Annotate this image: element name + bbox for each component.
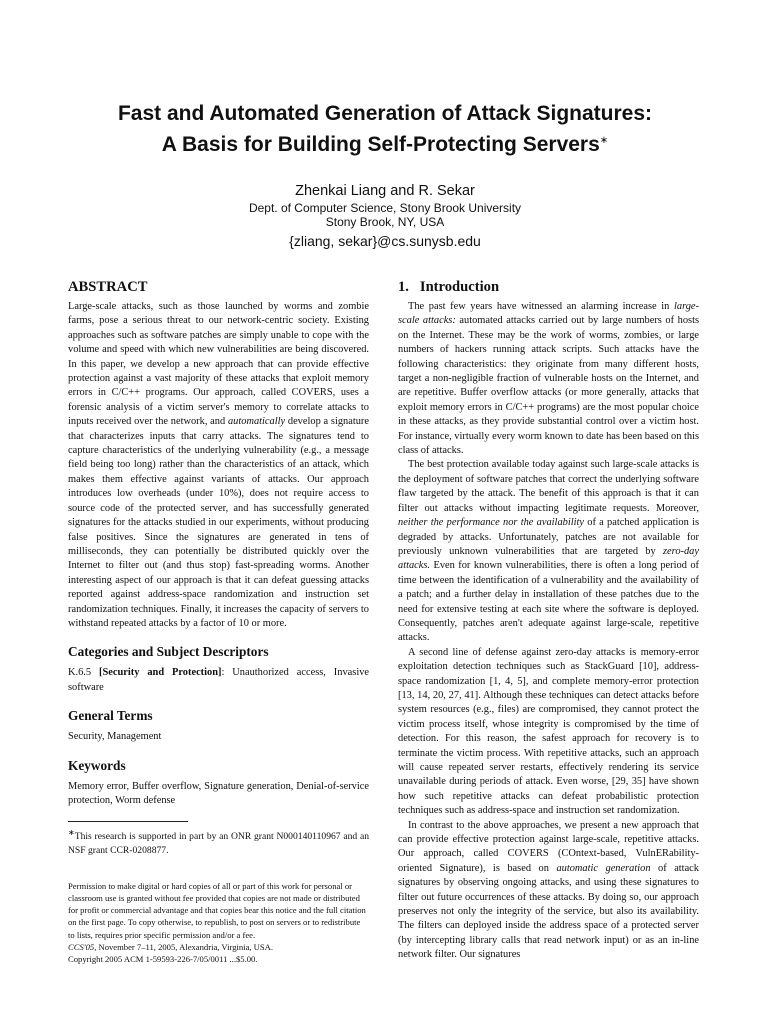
author-names: Zhenkai Liang and R. Sekar [295, 183, 475, 199]
permission-text: Permission to make digital or hard copies of all or part of this work for personal or classroom use is granted without fee provided that copies are not made or distributed for profit or commercial advantage and that copies bear this notice and the full citation on the first page. To copy otherwise, to republish, to post on servers or to redistribute to lists, requires prior specific permission and/or a fee. [68, 880, 366, 940]
abstract-text: Large-scale attacks, such as those launched by worms and zombie farms, pose a serious threat to our network-centric society. Existing approaches such as software patches are simply unable to cope with the volume and speed with which new vulnerabilities are being discovered. In this paper, we develop a new approach that can provide effective protection against a vast majority of these attacks that exploit memory errors in C/C++ programs. Our approach, called COVERS, uses a forensic analysis of a victim server's memory to correlate attacks to inputs received over the network, and automatically develop a signature that characterizes inputs that carry attacks. The signatures tend to capture characteristics of the underlying vulnerability (e.g., a message field being too long) rather than the characteristics of an attack, which makes them effective against variants of attacks. Our approach introduces low overheads (under 10%), does not require access to source code of the protected server, and has successfully generated signatures for the attacks studied in our experiments, without producing false positives. Since the signatures are generated in tens of milliseconds, they can potentially be distributed quickly over the Internet to filter out (and thus stop) fast-spreading worms. Another interesting aspect of our approach is that it can defeat guessing attacks reported against address-space randomization and instruction set randomization techniques. Finally, it increases the capacity of servers to withstand repeated attacks by a factor of 10 or more. [68, 301, 369, 629]
affiliation [40, 201, 730, 229]
footnote-text: ∗This research is supported in part by an ONR grant N000140110967 and an NSF grant CCR-0208877. [68, 828, 369, 856]
intro-paragraph-1: The past few years have witnessed an alarming increase in large-scale attacks: automated attacks carried out by large numbers of hosts on the Internet. These may be the work of worms, zombies, or large numbers of hackers running attack scripts. Such attacks have the following characteristics: they originate from many different hosts, target a non-negligible fraction of vulnerable hosts on the Internet, and are repetitive. Buffer overflow attacks (or more generally, attacks that exploit memory errors in C/C++ programs) are the most popular choice in these attacks, as they provide substantial control over a victim host. For instance, virtually every worm known to date has been based on this class of attacks. [398, 301, 700, 457]
permission-notice [68, 880, 369, 966]
right-column [398, 278, 699, 963]
copyright-line: Copyright 2005 ACM 1-59593-226-7/05/0011 ...$5.00. [68, 954, 258, 965]
abstract-heading: ABSTRACT [68, 279, 148, 295]
footnote-rule [68, 821, 188, 822]
intro-paragraph-2: The best protection available today against such large-scale attacks is the deployment of software patches that correct the underlying software flaw targeted by the attack. The benefit of this approach is that it can filter out attacks without impacting legitimate requests. Moreover, neither the performance nor the availability of a patched application is degraded by attacks. Unfortunately, patches are not available for previously unknown vulnerabilities that are targeted by zero-day attacks. Even for known vulnerabilities, there is often a long period of time between the identification of a vulnerability and the availability of a patch; and a further delay in installation of these patches due to the need for extensive testing at each site where the software is deployed. Consequently, patches aren't adequate against large-scale, repetitive attacks. [398, 459, 699, 644]
venue-line: CCS'05, November 7–11, 2005, Alexandria, Virginia, USA. [68, 942, 274, 953]
intro-paragraph-4: In contrast to the above approaches, we present a new approach that can provide effective protection against large-scale, repetitive attacks. Our approach, called COVERS (COntext-based, VulnERability-oriented Signature), is based on automatic generation of attack signatures by observing ongoing attacks, and using these signatures to filter out future occurrences of these attacks. By doing so, our approach preserves not only the integrity of the service, but also its availability. The filters can deployed inside the address space of a protected server (by intercepting library calls that read network input) or as an in-line network filter. Our signatures [398, 819, 699, 961]
categories-heading: Categories and Subject Descriptors [68, 644, 269, 660]
affiliation-dept: Dept. of Computer Science, Stony Brook University [248, 201, 522, 215]
keywords-heading: Keywords [68, 757, 126, 773]
title-line-2: A Basis for Building Self-Protecting Servers [161, 133, 600, 156]
paper-title [40, 100, 730, 158]
general-terms-text: Security, Management [68, 731, 162, 743]
author-email: {zliang, sekar}@cs.sunysb.edu [289, 233, 481, 249]
left-column [68, 278, 369, 966]
keywords-text: Memory error, Buffer overflow, Signature generation, Denial-of-service protection, Worm defense [68, 780, 369, 806]
intro-paragraph-3: A second line of defense against zero-day attacks is memory-error exploitation detection techniques such as StackGuard [10], address-space randomization [1, 4, 5], and complete memory-error protection [13, 14, 20, 27, 41]. Although these techniques can detect attacks before system resources (e.g., files) are compromised, they cannot protect the victim process itself, whose integrity is compromised by the time of detection. For this reason, the safest approach for recovery is to terminate the victim process. With repetitive attacks, such an approach will cause repeated server restarts, effectively rendering its service unavailable during periods of attack. Even worse, [29, 35] have shown how such repetitive attacks can defeat probabilistic protection techniques such as address-space and instruction set randomization. [398, 646, 699, 817]
title-line-1: Fast and Automated Generation of Attack Signatures: [117, 102, 652, 125]
general-terms-heading: General Terms [68, 708, 153, 724]
categories-text: K.6.5 [Security and Protection]: Unauthorized access, Invasive software [68, 667, 370, 693]
title-footnote-mark: ∗ [599, 135, 609, 146]
intro-heading: 1. Introduction [398, 279, 500, 295]
affiliation-city: Stony Brook, NY, USA [325, 215, 445, 229]
